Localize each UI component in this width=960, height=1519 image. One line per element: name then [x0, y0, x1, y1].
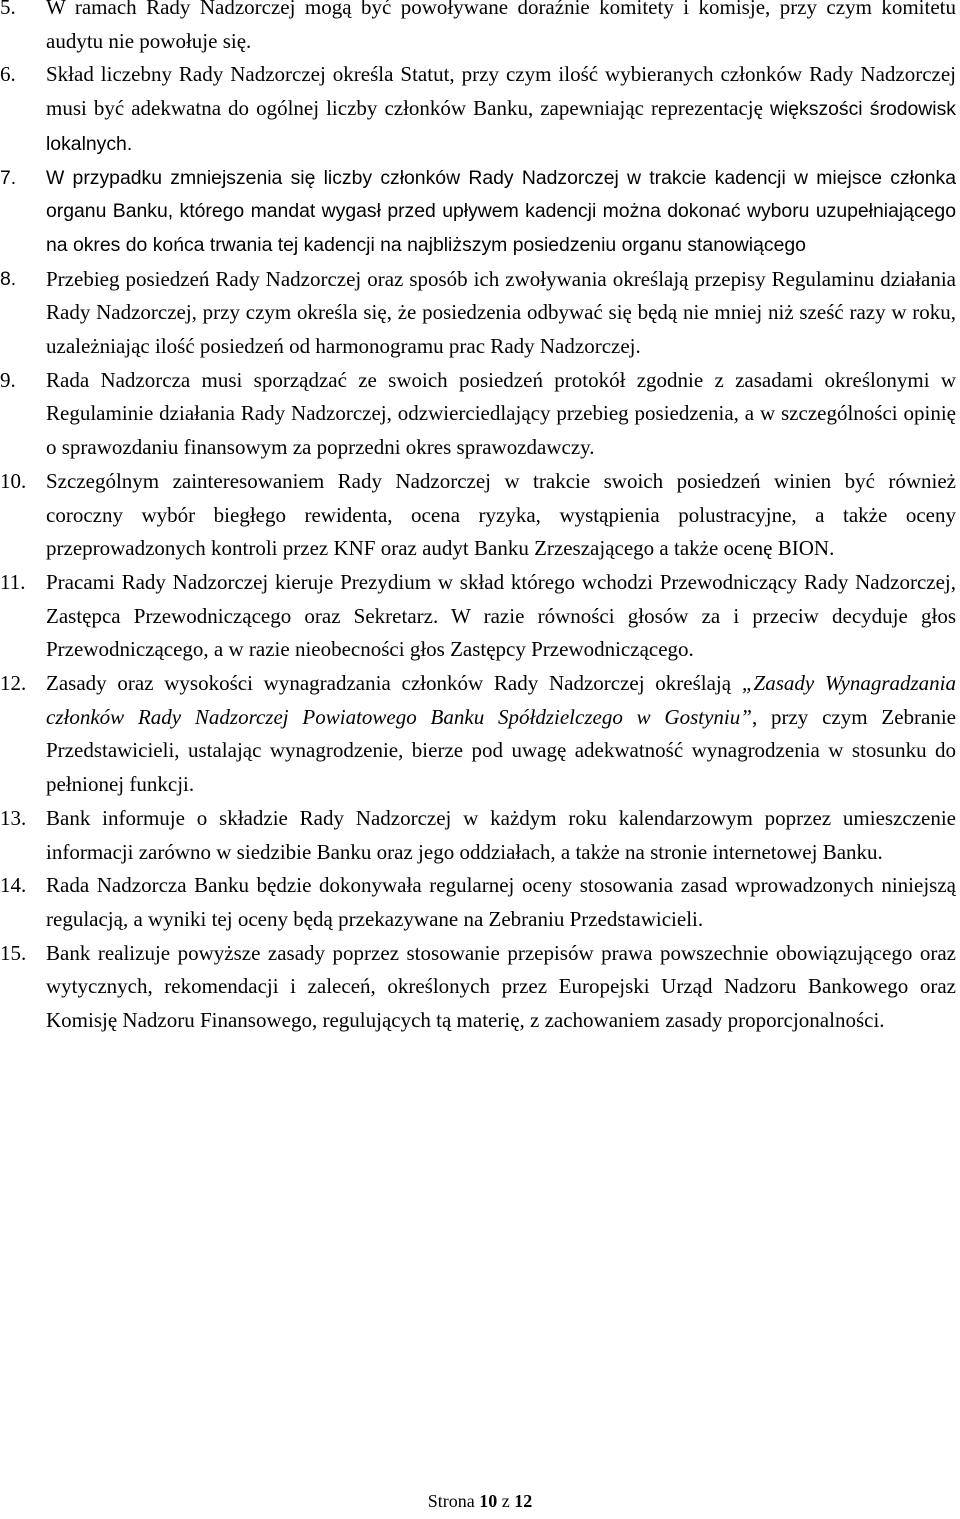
list-item	[0, 869, 960, 936]
item-number: 6.	[0, 62, 16, 87]
item-number: 13.	[0, 805, 27, 830]
footer-prefix: Strona	[427, 1491, 480, 1511]
item-text: , przy czym Zebranie Przedstawicieli, ustalając wynagrodzenie, bierze pod uwagę adekwatność wynagrodzenia w stosunku do pełnionej funkcji.	[46, 704, 956, 797]
item-text: Bank realizuje powyższe zasady poprzez stosowanie przepisów prawa powszechnie obowiązującego oraz wytycznych, rekomendacji i zaleceń, określonych przez Europejski Urząd Nadzoru Bankowego oraz Komisję Nadzoru Finansowego, regulujących tą materię, z zachowaniem zasady proporcjonalności.	[46, 940, 956, 1033]
list-item	[0, 465, 960, 566]
list-item	[0, 566, 960, 667]
item-number: 11.	[0, 569, 26, 594]
item-text: Skład liczebny Rady Nadzorczej określa Statut, przy czym ilość wybieranych członków Rady Nadzorczej musi być adekwatna do ogólnej liczby członków Banku, zapewniając reprezentację	[46, 62, 956, 121]
list-item	[0, 667, 960, 802]
item-text: Szczególnym zainteresowaniem Rady Nadzorczej w trakcie swoich posiedzeń winien być również coroczny wybór biegłego rewidenta, ocena ryzyka, wystąpienia polustracyjne, a także oceny przeprowadzonych kontroli przez KNF oraz audyt Banku Zrzeszającego a także ocenę BION.	[46, 468, 956, 561]
list-item	[0, 162, 960, 263]
list-item	[0, 263, 960, 364]
footer-separator: z	[497, 1491, 515, 1511]
item-number: 12.	[0, 671, 27, 696]
list-item	[0, 58, 960, 161]
item-text-sans: większości środowisk lokalnych.	[46, 98, 956, 155]
item-number: 8.	[0, 267, 17, 290]
footer-current-page: 10	[479, 1491, 498, 1511]
item-text: Rada Nadzorcza Banku będzie dokonywała regularnej oceny stosowania zasad wprowadzonych niniejszą regulacją, a wyniki tej oceny będą przekazywane na Zebraniu Przedstawicieli.	[46, 873, 956, 931]
item-text: Rada Nadzorcza musi sporządzać ze swoich posiedzeń protokół zgodnie z zasadami określonymi w Regulaminie działania Rady Nadzorczej, odzwierciedlający przebieg posiedzenia, a w szczególności opinię o sprawozdaniu finansowym za poprzedni okres sprawozdawczy.	[46, 367, 956, 460]
item-number: 7.	[0, 166, 17, 189]
list-item	[0, 802, 960, 869]
list-item	[0, 937, 960, 1038]
page-footer	[0, 1491, 960, 1512]
item-text: Przebieg posiedzeń Rady Nadzorczej oraz sposób ich zwoływania określają przepisy Regulaminu działania Rady Nadzorczej, przy czym określa się, że posiedzenia odbywać się będą nie mniej niż sześć razy w roku, uzależniając ilość posiedzeń od harmonogramu prac Rady Nadzorczej.	[46, 266, 956, 359]
list-item	[0, 0, 960, 58]
item-text: Pracami Rady Nadzorczej kieruje Prezydium w skład którego wchodzi Przewodniczący Rady Nadzorczej, Zastępca Przewodniczącego oraz Sekretarz. W razie równości głosów za i przeciw decyduje głos Przewodniczącego, a w razie nieobecności głos Zastępcy Przewodniczącego.	[46, 569, 956, 662]
item-number: 9.	[0, 367, 16, 392]
item-number: 15.	[0, 940, 27, 965]
item-number: 10.	[0, 468, 27, 493]
item-text: Bank informuje o składzie Rady Nadzorczej w każdym roku kalendarzowym poprzez umieszczenie informacji zarówno w siedzibie Banku oraz jego oddziałach, a także na stronie internetowej Banku.	[46, 805, 956, 864]
item-text-italic: „Zasady Wynagradzania członków Rady Nadzorczej Powiatowego Banku Spółdzielczego w Gostyniu”	[46, 671, 957, 729]
item-number: 5.	[0, 0, 16, 19]
list-item	[0, 364, 960, 465]
item-text: Zasady oraz wysokości wynagradzania członków Rady Nadzorczej określają	[46, 671, 742, 696]
item-text: W ramach Rady Nadzorczej mogą być powoływane doraźnie komitety i komisje, przy czym komitetu audytu nie powołuje się.	[46, 0, 956, 53]
item-number: 14.	[0, 873, 27, 898]
item-text: W przypadku zmniejszenia się liczby członków Rady Nadzorczej w trakcie kadencji w miejsce członka organu Banku, którego mandat wygasł przed upływem kadencji można dokonać wyboru uzupełniającego na okres do końca trwania tej kadencji na najbliższym posiedzeniu organu stanowiącego	[46, 166, 956, 256]
footer-total-pages: 12	[514, 1491, 533, 1511]
